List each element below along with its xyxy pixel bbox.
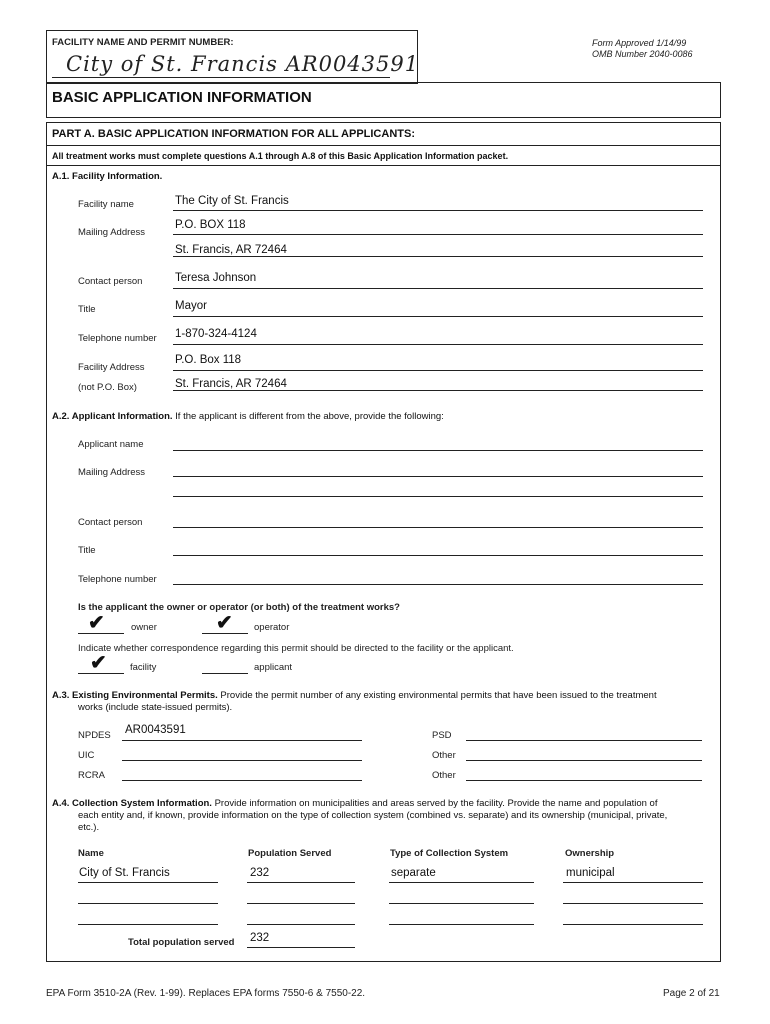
col-name-header: Name bbox=[78, 848, 104, 859]
contact-person-label: Contact person bbox=[78, 276, 143, 287]
footer-form-number: EPA Form 3510-2A (Rev. 1-99). Replaces EPA forms 7550-6 & 7550-22. bbox=[46, 988, 366, 999]
applicant-phone-label: Telephone number bbox=[78, 574, 157, 585]
omb-number: OMB Number 2040-0086 bbox=[592, 49, 693, 59]
total-population-label: Total population served bbox=[128, 937, 235, 948]
other2-field[interactable] bbox=[466, 780, 702, 781]
operator-label: operator bbox=[254, 622, 290, 633]
row2-type-field[interactable] bbox=[389, 903, 534, 904]
row3-type-field[interactable] bbox=[389, 924, 534, 925]
uic-label: UIC bbox=[78, 750, 95, 761]
a4-heading-block bbox=[52, 798, 717, 834]
a3-heading: A.3. Existing Environmental Permits. bbox=[52, 690, 218, 701]
correspondence-question: Indicate whether correspondence regarding this permit should be directed to the facility or the applicant. bbox=[78, 643, 514, 654]
rcra-field[interactable] bbox=[122, 780, 362, 781]
a2-heading: A.2. Applicant Information. bbox=[52, 411, 173, 422]
footer-page-number: Page 2 of 21 bbox=[663, 988, 720, 999]
applicant-label: applicant bbox=[254, 662, 293, 673]
col-type-header: Type of Collection System bbox=[390, 848, 509, 859]
applicant-phone-field[interactable] bbox=[173, 584, 703, 585]
facility-address-sublabel: (not P.O. Box) bbox=[78, 382, 137, 393]
a4-heading-note: Provide information on municipalities and areas served by the facility. Provide the name and population of bbox=[214, 798, 658, 809]
part-a-box bbox=[46, 122, 721, 962]
facility-name-value[interactable]: The City of St. Francis bbox=[175, 195, 289, 207]
a4-heading-note-3: etc.). bbox=[78, 822, 100, 833]
owner-checkmark[interactable]: ✔ bbox=[88, 612, 105, 634]
applicant-check-field[interactable] bbox=[202, 673, 248, 674]
applicant-name-label: Applicant name bbox=[78, 439, 144, 450]
other2-label: Other bbox=[432, 770, 456, 781]
part-a-heading: PART A. BASIC APPLICATION INFORMATION FOR ALL APPLICANTS: bbox=[52, 128, 415, 140]
telephone-label: Telephone number bbox=[78, 333, 157, 344]
other1-field[interactable] bbox=[466, 760, 702, 761]
psd-label: PSD bbox=[432, 730, 452, 741]
row2-own-field[interactable] bbox=[563, 903, 703, 904]
operator-checkmark[interactable]: ✔ bbox=[216, 612, 233, 634]
mailing-address-line1[interactable]: P.O. BOX 118 bbox=[175, 219, 246, 231]
a3-heading-block bbox=[52, 690, 717, 714]
facility-name-label: FACILITY NAME AND PERMIT NUMBER: bbox=[52, 37, 234, 48]
npdes-value[interactable]: AR0043591 bbox=[125, 724, 186, 736]
facility-address-line2[interactable]: St. Francis, AR 72464 bbox=[175, 378, 287, 390]
a1-heading: A.1. Facility Information. bbox=[52, 171, 163, 182]
handwritten-facility-permit: City of St. Francis AR0043591 bbox=[66, 52, 420, 76]
psd-field[interactable] bbox=[466, 740, 702, 741]
form-approved: Form Approved 1/14/99 bbox=[592, 38, 687, 48]
a4-heading: A.4. Collection System Information. bbox=[52, 798, 212, 809]
a2-heading-note: If the applicant is different from the above, provide the following: bbox=[175, 411, 444, 422]
applicant-title-label: Title bbox=[78, 545, 96, 556]
row1-population[interactable]: 232 bbox=[250, 867, 270, 879]
title-label: Title bbox=[78, 304, 96, 315]
applicant-mailing-field-2[interactable] bbox=[173, 496, 703, 497]
row1-ownership[interactable]: municipal bbox=[566, 867, 615, 879]
row1-type[interactable]: separate bbox=[391, 867, 436, 879]
applicant-title-field[interactable] bbox=[173, 555, 703, 556]
row2-pop-field[interactable] bbox=[247, 903, 355, 904]
owner-operator-question: Is the applicant the owner or operator (or both) of the treatment works? bbox=[78, 602, 400, 613]
col-population-header: Population Served bbox=[248, 848, 332, 859]
row3-pop-field[interactable] bbox=[247, 924, 355, 925]
total-population-value[interactable]: 232 bbox=[250, 932, 270, 944]
mailing-address-label: Mailing Address bbox=[78, 227, 146, 238]
other1-label: Other bbox=[432, 750, 456, 761]
a3-heading-note: Provide the permit number of any existing environmental permits that have been issued to the treatment bbox=[220, 690, 657, 701]
row2-name-field[interactable] bbox=[78, 903, 218, 904]
a3-heading-note-2: works (include state-issued permits). bbox=[78, 702, 233, 713]
facility-address-label: Facility Address bbox=[78, 362, 145, 373]
applicant-mailing-field-1[interactable] bbox=[173, 476, 703, 477]
page-title: BASIC APPLICATION INFORMATION bbox=[52, 89, 312, 106]
facility-checkmark[interactable]: ✔ bbox=[90, 652, 107, 674]
row3-own-field[interactable] bbox=[563, 924, 703, 925]
applicant-name-field[interactable] bbox=[173, 450, 703, 451]
facility-name-field-label: Facility name bbox=[78, 199, 134, 210]
row3-name-field[interactable] bbox=[78, 924, 218, 925]
col-ownership-header: Ownership bbox=[565, 848, 615, 859]
contact-person-value[interactable]: Teresa Johnson bbox=[175, 272, 257, 284]
title-value[interactable]: Mayor bbox=[175, 300, 207, 312]
a4-heading-note-2: each entity and, if known, provide information on the type of collection system (combined vs. separate) and its ownership (municipal, private, bbox=[78, 810, 668, 821]
applicant-mailing-label: Mailing Address bbox=[78, 467, 146, 478]
npdes-label: NPDES bbox=[78, 730, 111, 741]
facility-address-line1[interactable]: P.O. Box 118 bbox=[175, 354, 242, 366]
facility-label: facility bbox=[130, 662, 157, 673]
rcra-label: RCRA bbox=[78, 770, 105, 781]
owner-label: owner bbox=[131, 622, 157, 633]
a2-heading-row bbox=[52, 411, 444, 422]
applicant-contact-label: Contact person bbox=[78, 517, 143, 528]
part-a-instruction: All treatment works must complete questions A.1 through A.8 of this Basic Application Information packet. bbox=[52, 151, 509, 161]
applicant-contact-field[interactable] bbox=[173, 527, 703, 528]
mailing-address-line2[interactable]: St. Francis, AR 72464 bbox=[175, 244, 287, 256]
row1-name[interactable]: City of St. Francis bbox=[79, 867, 170, 879]
uic-field[interactable] bbox=[122, 760, 362, 761]
telephone-value[interactable]: 1-870-324-4124 bbox=[175, 328, 257, 340]
